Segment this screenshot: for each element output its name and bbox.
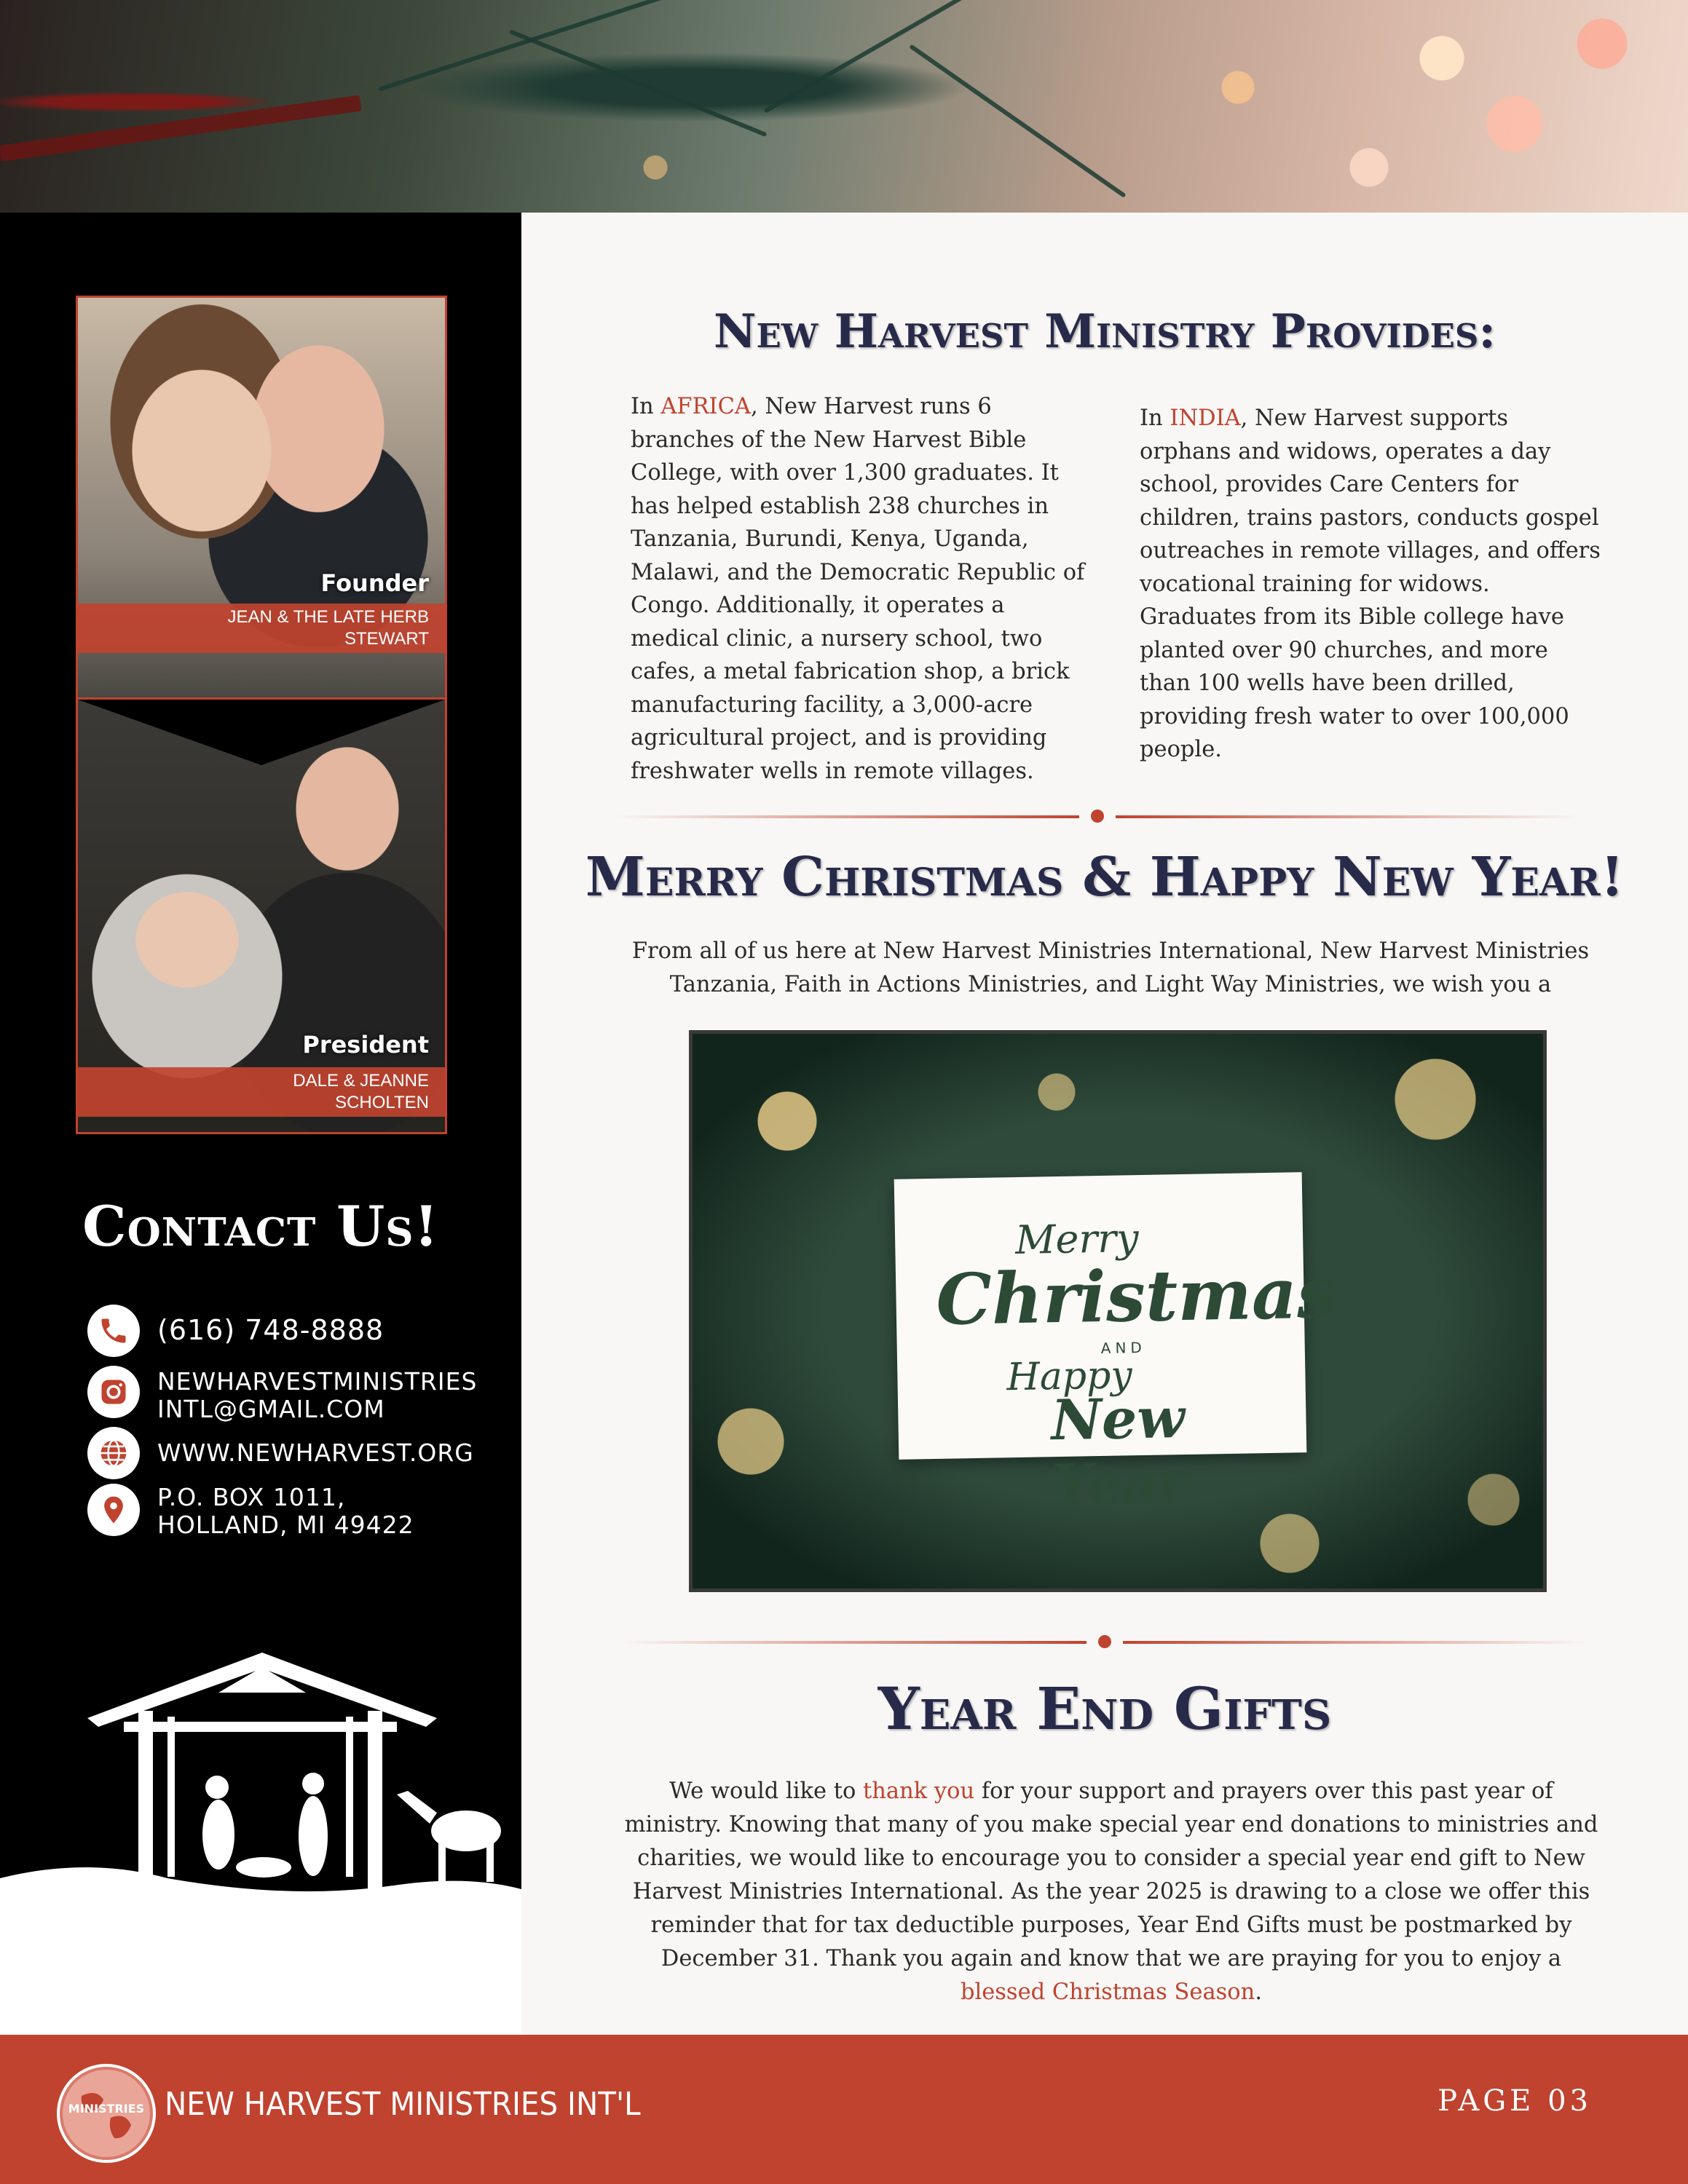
website-text: WWW.NEWHARVEST.ORG bbox=[157, 1439, 474, 1467]
christmas-card-image bbox=[689, 1030, 1547, 1592]
instagram-icon bbox=[87, 1366, 140, 1418]
founder-photo bbox=[76, 296, 447, 735]
india-prefix: In bbox=[1140, 405, 1170, 431]
africa-paragraph bbox=[631, 390, 1097, 788]
gifts-heading: Year End Gifts bbox=[877, 1674, 1332, 1743]
africa-body: , New Harvest runs 6 branches of the New Harvest Bible College, with over 1,300 graduates. It has helped establish 238 churches in Tanzania, Burundi, Kenya, Uganda, Malawi, and the Democratic Republic of Congo. Additionally, it operates a medical clinic, a nursery school, two cafes, a metal fabrication shop, a brick manufacturing facility, a 3,000-acre agricultural project, and is providing freshwater wells in remote villages. bbox=[631, 394, 1085, 784]
nativity-silhouette bbox=[0, 1638, 521, 2035]
card-merry: Merry bbox=[1014, 1215, 1140, 1264]
pine-branch bbox=[764, 0, 1031, 114]
email-line2: INTL@GMAIL.COM bbox=[157, 1395, 385, 1423]
founder-role: Founder bbox=[320, 569, 429, 597]
india-highlight: INDIA bbox=[1170, 405, 1241, 431]
pine-branch bbox=[909, 44, 1126, 198]
provides-heading: New Harvest Ministry Provides: bbox=[713, 304, 1496, 359]
india-body: , New Harvest supports orphans and widows, operates a day school, provides Care Centers for children, trains pastors, conducts gospel outreaches in remote villages, and offers vocational training for widows. Graduates from its Bible college have planted over 90 churches, and more than 100 wells have been drilled, providing fresh water to over 100,000 people. bbox=[1140, 405, 1601, 762]
divider-line-right bbox=[1116, 815, 1582, 818]
divider-line-right bbox=[1123, 1641, 1589, 1644]
address-text bbox=[157, 1484, 414, 1539]
email-line1: NEWHARVESTMINISTRIES bbox=[157, 1367, 478, 1396]
africa-highlight: AFRICA bbox=[660, 394, 751, 419]
contact-phone[interactable] bbox=[87, 1305, 384, 1357]
divider-dot bbox=[1091, 810, 1104, 823]
africa-prefix: In bbox=[631, 394, 661, 419]
footer-org-name: NEW HARVEST MINISTRIES INT'L bbox=[165, 2086, 641, 2123]
section-divider bbox=[613, 810, 1582, 824]
phone-icon bbox=[87, 1305, 140, 1357]
founder-name-line1: JEAN & THE LATE HERB bbox=[227, 607, 429, 627]
india-paragraph bbox=[1140, 402, 1606, 767]
founder-name-band bbox=[78, 604, 445, 653]
globe-icon bbox=[87, 1427, 140, 1479]
divider-dot bbox=[1098, 1635, 1111, 1648]
founder-name-line2: STEWART bbox=[344, 629, 429, 649]
gifts-suffix: . bbox=[1255, 1979, 1263, 2005]
card-christmas: Christmas bbox=[935, 1251, 1337, 1341]
chevron-notch bbox=[78, 700, 445, 765]
card-new-year: New Year bbox=[1050, 1385, 1188, 1518]
footer bbox=[0, 2035, 1688, 2184]
festive-banner-image bbox=[0, 0, 1688, 213]
pine-branch bbox=[509, 29, 768, 137]
card-and: AND bbox=[1100, 1338, 1147, 1357]
address-line2: HOLLAND, MI 49422 bbox=[157, 1511, 414, 1539]
gifts-blessed: blessed Christmas Season bbox=[960, 1979, 1255, 2005]
gifts-prefix: We would like to bbox=[669, 1779, 864, 1804]
contact-title: Contact Us! bbox=[82, 1194, 439, 1259]
contact-address bbox=[87, 1484, 414, 1539]
divider-line-left bbox=[613, 815, 1079, 818]
globe-logo-icon bbox=[57, 2064, 156, 2163]
president-photo bbox=[76, 697, 447, 1134]
section-divider bbox=[620, 1635, 1589, 1650]
contact-website[interactable] bbox=[87, 1427, 474, 1479]
contact-email[interactable] bbox=[87, 1366, 477, 1423]
gifts-paragraph bbox=[623, 1775, 1599, 2009]
page-number: PAGE 03 bbox=[1437, 2084, 1592, 2118]
gifts-thank-you: thank you bbox=[863, 1779, 975, 1804]
gifts-body: for your support and prayers over this past year of ministry. Knowing that many of you make special year end donations to ministries and charities, we would like to encourage you to consider a special year end gift to New Harvest Ministries International. As the year 2025 is drawing to a close we offer this reminder that for tax deductible purposes, Year End Gifts must be postmarked by December 31. Thank you again and know that we are praying for you to enjoy a bbox=[624, 1779, 1598, 1971]
president-role: President bbox=[302, 1031, 429, 1059]
logo-text: MINISTRIES bbox=[68, 2102, 145, 2116]
christmas-text: From all of us here at New Harvest Ministries International, New Harvest Ministries Tanzania, Faith in Actions Ministries, and Light Way Ministries, we wish you a bbox=[631, 938, 1590, 997]
president-name-line1: DALE & JEANNE bbox=[293, 1071, 429, 1091]
president-name-line2: SCHOLTEN bbox=[335, 1093, 429, 1112]
email-text bbox=[157, 1368, 477, 1423]
address-line1: P.O. BOX 1011, bbox=[157, 1483, 346, 1511]
ribbon bbox=[0, 95, 362, 162]
location-pin-icon bbox=[87, 1484, 140, 1536]
card-happy: Happy bbox=[1006, 1353, 1133, 1400]
divider-line-left bbox=[620, 1641, 1086, 1644]
christmas-heading: Merry Christmas & Happy New Year! bbox=[585, 846, 1625, 909]
greeting-card bbox=[894, 1172, 1337, 1518]
president-name-band bbox=[78, 1067, 445, 1117]
phone-text: (616) 748-8888 bbox=[157, 1314, 384, 1346]
